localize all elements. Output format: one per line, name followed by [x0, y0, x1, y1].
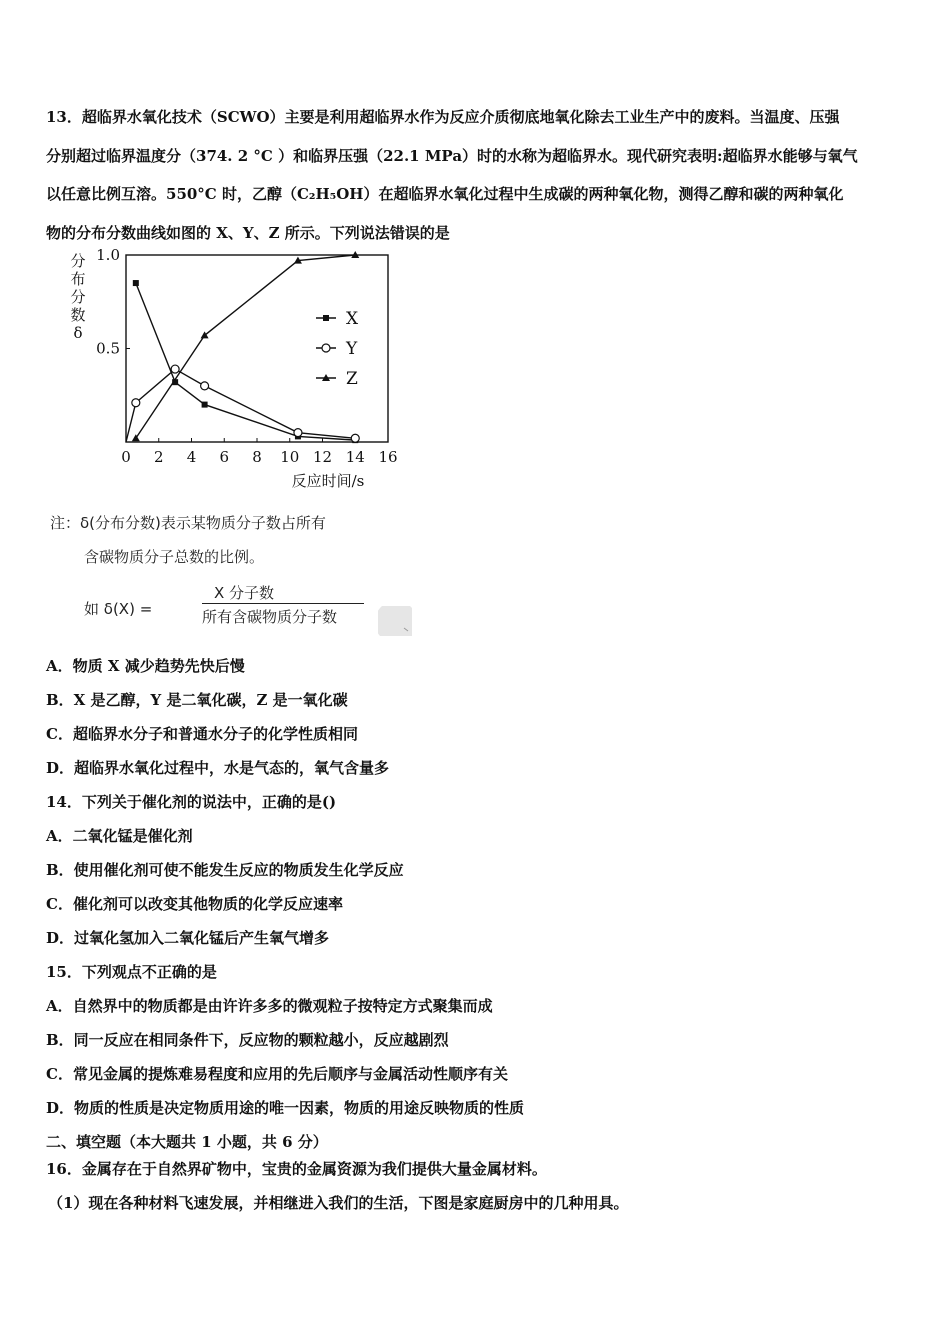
formula-numerator: X 分子数 [214, 584, 275, 602]
y-tick-label: 0.5 [96, 339, 120, 358]
q13-option-a: A．物质 X 减少趋势先快后慢 [46, 657, 245, 675]
delta-formula [84, 582, 384, 632]
series-y-point [132, 399, 140, 407]
q15-option-a: A．自然界中的物质都是由许许多多的微观粒子按特定方式聚集而成 [46, 997, 493, 1015]
y-tick-label: 1.0 [96, 246, 120, 264]
q13-line: 13．超临界水氧化技术（SCWO）主要是利用超临界水作为反应介质彻底地氧化除去工业生产中的废料。当温度、压强 [46, 108, 840, 126]
legend-label-x: X [346, 309, 359, 329]
scan-artifact-icon [378, 606, 412, 640]
y-axis-label-char: δ [73, 324, 83, 342]
q14-option-d: D．过氧化氢加入二氧化锰后产生氧气增多 [46, 929, 330, 947]
question-16-part-1: （1）现在各种材料飞速发展，并相继进入我们的生活，下图是家庭厨房中的几种用具。 [48, 1194, 629, 1212]
fraction-bar [202, 603, 364, 604]
x-tick-label: 8 [252, 448, 262, 466]
series-y-point [294, 429, 302, 437]
y-axis-label-char: 数 [70, 306, 86, 324]
q15-option-d: D．物质的性质是决定物质用途的唯一因素，物质的用途反映物质的性质 [46, 1099, 525, 1117]
legend-label-y: Y [346, 339, 358, 359]
q14-option-b: B．使用催化剂可使不能发生反应的物质发生化学反应 [46, 861, 404, 879]
x-tick-label: 4 [186, 448, 197, 466]
q13-line: 分别超过临界温度分（374. 2 °C ）和临界压强（22.1 MPa）时的水称为超临界水。现代研究表明:超临界水能够与氧气 [46, 146, 858, 165]
x-tick-label: 16 [378, 448, 398, 466]
series-y-point [171, 365, 179, 373]
q13-line: 物的分布分数曲线如图的 X、Y、Z 所示。下列说法错误的是 [46, 223, 450, 242]
q14-option-c: C．催化剂可以改变其他物质的化学反应速率 [46, 895, 343, 913]
x-tick-label: 6 [219, 448, 230, 466]
series-y-point [351, 434, 359, 442]
series-x-point [202, 402, 208, 408]
legend-label-z: Z [346, 369, 358, 389]
x-tick-label: 10 [280, 448, 300, 466]
question-13-stem [46, 98, 908, 252]
y-axis-label-char: 分 [70, 252, 86, 270]
q13-option-b: B．X 是乙醇，Y 是二氧化碳，Z 是一氧化碳 [46, 691, 348, 709]
x-tick-label: 2 [153, 448, 164, 466]
q13-option-c: C．超临界水分子和普通水分子的化学性质相同 [46, 725, 358, 743]
legend-marker-x [323, 315, 329, 321]
series-x-point [133, 280, 139, 286]
x-axis-label: 反应时间/s [291, 472, 365, 490]
note-line-2: 含碳物质分子总数的比例。 [84, 548, 265, 566]
series-y-point [201, 382, 209, 390]
note-line-1: 注：δ(分布分数)表示某物质分子数占所有 [50, 514, 326, 532]
distribution-chart [60, 246, 410, 496]
y-axis-label-char: 分 [70, 288, 86, 306]
series-y-line [126, 369, 355, 442]
q15-option-c: C．常见金属的提炼难易程度和应用的先后顺序与金属活动性顺序有关 [46, 1065, 508, 1083]
q15-option-b: B．同一反应在相同条件下，反应物的颗粒越小，反应越剧烈 [46, 1031, 449, 1049]
formula-lhs: 如 δ(X) = [84, 600, 153, 618]
x-tick-label: 0 [121, 448, 131, 466]
y-axis-label-char: 布 [70, 270, 86, 288]
question-16-stem: 16．金属存在于自然界矿物中，宝贵的金属资源为我们提供大量金属材料。 [46, 1160, 547, 1178]
q13-line: 以任意比例互溶。550°C 时，乙醇（C₂H₅OH）在超临界水氧化过程中生成碳的两种氧化物，测得乙醇和碳的两种氧化 [46, 185, 844, 203]
chart-svg [60, 246, 410, 496]
question-14-stem: 14．下列关于催化剂的说法中，正确的是() [46, 793, 337, 811]
formula-denominator: 所有含碳物质分子数 [202, 608, 338, 626]
q14-option-a: A．二氧化锰是催化剂 [46, 827, 193, 845]
x-tick-label: 12 [312, 448, 333, 466]
series-x-line [136, 283, 355, 440]
x-tick-label: 14 [345, 448, 365, 466]
legend-marker-y [322, 344, 330, 352]
q13-option-d: D．超临界水氧化过程中，水是气态的，氧气含量多 [46, 759, 390, 777]
section-2-heading: 二、填空题（本大题共 1 小题，共 6 分） [46, 1133, 328, 1151]
question-15-stem: 15．下列观点不正确的是 [46, 963, 217, 981]
